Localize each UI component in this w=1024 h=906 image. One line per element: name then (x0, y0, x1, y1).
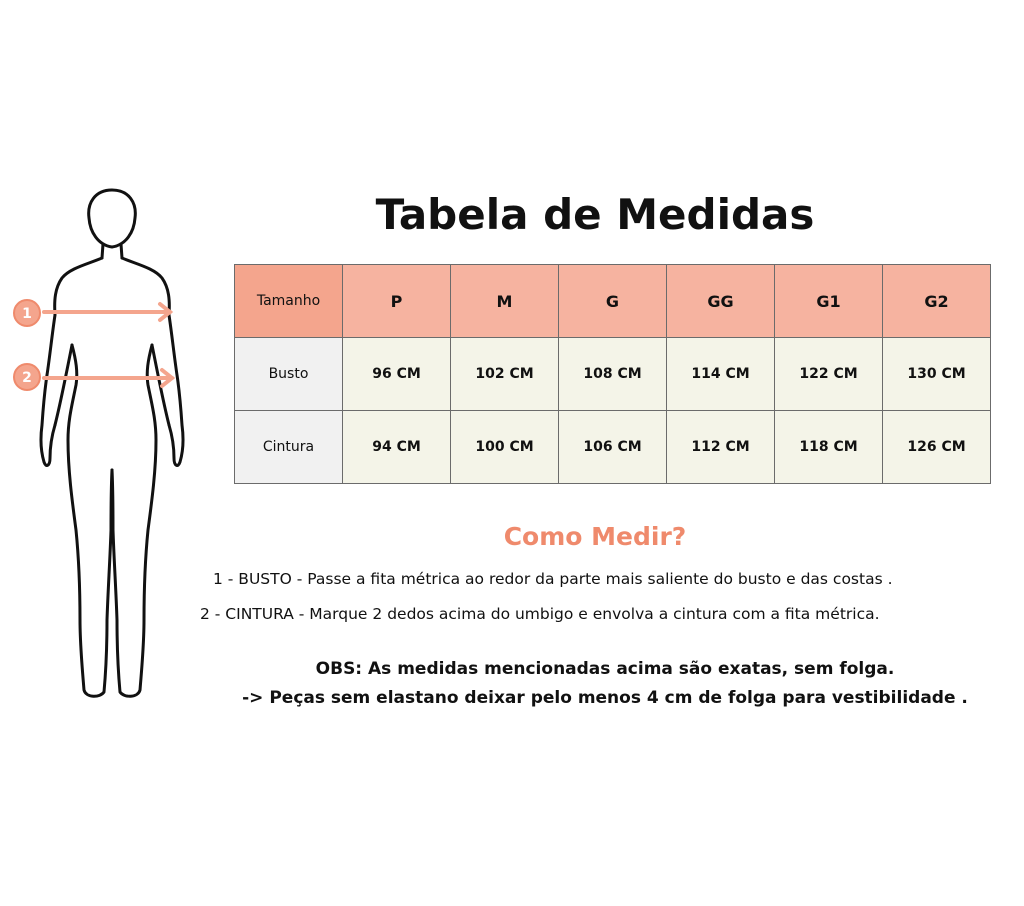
table-cell: 112 CM (667, 411, 775, 484)
table-header-row (235, 265, 991, 338)
how-to-step-bust: 1 - BUSTO - Passe a fita métrica ao redor da parte mais saliente do busto e das costas . (213, 570, 893, 588)
size-header-cell: M (451, 265, 559, 338)
waist-marker (14, 364, 40, 390)
table-cell: 122 CM (775, 338, 883, 411)
table-cell: 118 CM (775, 411, 883, 484)
svg-text:2: 2 (22, 370, 32, 386)
body-outline-icon (0, 180, 200, 710)
table-cell: 106 CM (559, 411, 667, 484)
size-header-cell: G2 (883, 265, 991, 338)
table-cell: 94 CM (343, 411, 451, 484)
table-cell: 96 CM (343, 338, 451, 411)
header-label-cell: Tamanho (235, 265, 343, 338)
row-label-cell: Busto (235, 338, 343, 411)
size-table (234, 264, 991, 484)
bust-marker (14, 300, 40, 326)
how-to-title: Como Medir? (503, 522, 687, 551)
table-cell: 126 CM (883, 411, 991, 484)
note-slack-advice: -> Peças sem elastano deixar pelo menos 4 cm de folga para vestibilidade . (242, 688, 968, 708)
table-cell: 114 CM (667, 338, 775, 411)
size-header-cell: P (343, 265, 451, 338)
table-cell: 108 CM (559, 338, 667, 411)
table-cell: 130 CM (883, 338, 991, 411)
svg-text:1: 1 (22, 306, 32, 322)
table-cell: 100 CM (451, 411, 559, 484)
row-label-cell: Cintura (235, 411, 343, 484)
size-header-cell: G1 (775, 265, 883, 338)
table-cell: 102 CM (451, 338, 559, 411)
note-exact-measures: OBS: As medidas mencionadas acima são exatas, sem folga. (315, 659, 895, 679)
size-header-cell: G (559, 265, 667, 338)
page-title: Tabela de Medidas (375, 190, 815, 239)
table-row (235, 411, 991, 484)
table-row (235, 338, 991, 411)
size-header-cell: GG (667, 265, 775, 338)
how-to-step-waist: 2 - CINTURA - Marque 2 dedos acima do umbigo e envolva a cintura com a fita métrica. (200, 605, 880, 623)
body-figure (0, 180, 200, 710)
